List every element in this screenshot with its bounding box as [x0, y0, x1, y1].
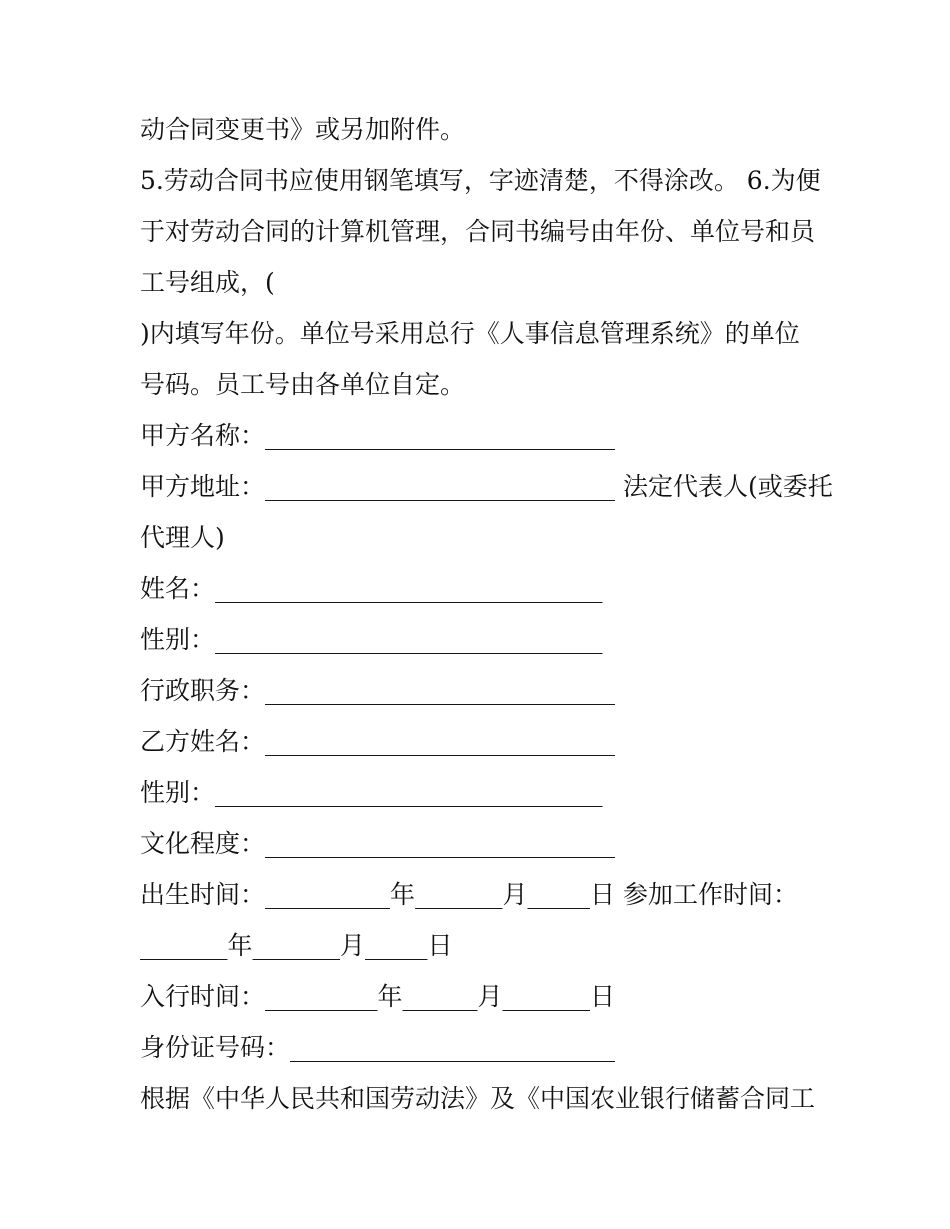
field-name: 姓名：_______________________________	[140, 574, 603, 603]
text-line: 号码。员工号由各单位自定。	[140, 370, 466, 399]
field-party-a-name: 甲方名称：____________________________	[140, 421, 616, 450]
field-education: 文化程度：____________________________	[140, 829, 616, 858]
field-birth-date: 出生时间：__________年_______月_____日 参加工作时间：	[140, 880, 798, 909]
text-line: 5.劳动合同书应使用钢笔填写，字迹清楚，不得涂改。 6.为便	[140, 166, 821, 195]
field-party-b-gender: 性别：_______________________________	[140, 778, 603, 807]
field-gender: 性别：_______________________________	[140, 625, 603, 654]
text-line: 根据《中华人民共和国劳动法》及《中国农业银行储蓄合同工	[140, 1084, 816, 1113]
field-id-number: 身份证号码：__________________________	[140, 1033, 616, 1062]
text-line: 动合同变更书》或另加附件。	[140, 115, 466, 144]
field-position: 行政职务：____________________________	[140, 676, 616, 705]
field-party-a-address: 甲方地址：____________________________ 法定代表人(或委托	[140, 472, 833, 501]
text-line: 代理人)	[140, 523, 225, 552]
field-join-date: 入行时间：_________年______月_______日	[140, 982, 616, 1011]
field-party-b-name: 乙方姓名：____________________________	[140, 727, 616, 756]
field-work-start-date: _______年_______月_____日	[140, 931, 453, 960]
text-line: 工号组成，(	[140, 268, 275, 297]
text-line: 于对劳动合同的计算机管理，合同书编号由年份、单位号和员	[140, 217, 816, 246]
text-line: )内填写年份。单位号采用总行《人事信息管理系统》的单位	[140, 319, 800, 348]
